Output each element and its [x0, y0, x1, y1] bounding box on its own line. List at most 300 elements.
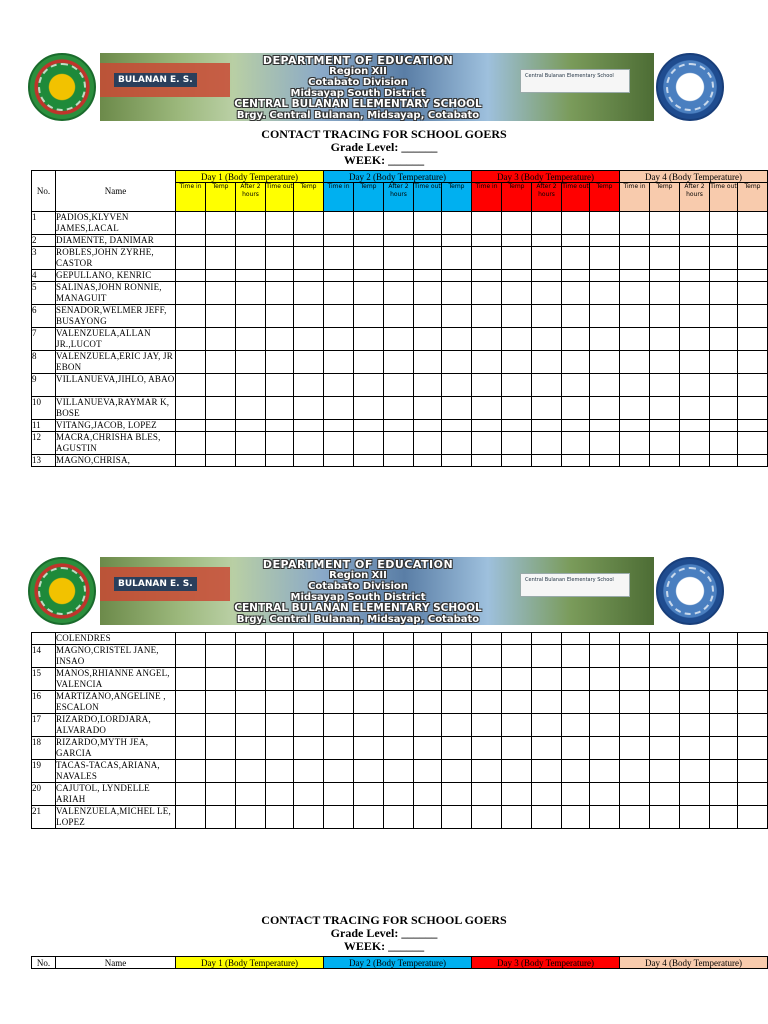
entry-cell[interactable] [414, 806, 442, 829]
entry-cell[interactable] [562, 668, 590, 691]
entry-cell[interactable] [738, 645, 768, 668]
entry-cell[interactable] [620, 783, 650, 806]
entry-cell[interactable] [414, 645, 442, 668]
entry-cell[interactable] [414, 305, 442, 328]
entry-cell[interactable] [206, 351, 236, 374]
entry-cell[interactable] [472, 282, 502, 305]
entry-cell[interactable] [620, 374, 650, 397]
entry-cell[interactable] [266, 247, 294, 270]
entry-cell[interactable] [324, 806, 354, 829]
entry-cell[interactable] [680, 397, 710, 420]
entry-cell[interactable] [738, 247, 768, 270]
entry-cell[interactable] [650, 806, 680, 829]
entry-cell[interactable] [414, 737, 442, 760]
entry-cell[interactable] [294, 691, 324, 714]
entry-cell[interactable] [532, 455, 562, 467]
entry-cell[interactable] [354, 633, 384, 645]
entry-cell[interactable] [294, 420, 324, 432]
entry-cell[interactable] [354, 806, 384, 829]
entry-cell[interactable] [236, 432, 266, 455]
entry-cell[interactable] [650, 305, 680, 328]
entry-cell[interactable] [502, 235, 532, 247]
entry-cell[interactable] [650, 633, 680, 645]
entry-cell[interactable] [236, 328, 266, 351]
entry-cell[interactable] [472, 691, 502, 714]
entry-cell[interactable] [324, 270, 354, 282]
entry-cell[interactable] [354, 455, 384, 467]
entry-cell[interactable] [236, 691, 266, 714]
entry-cell[interactable] [176, 270, 206, 282]
entry-cell[interactable] [650, 235, 680, 247]
entry-cell[interactable] [266, 270, 294, 282]
entry-cell[interactable] [442, 305, 472, 328]
entry-cell[interactable] [710, 691, 738, 714]
entry-cell[interactable] [206, 633, 236, 645]
entry-cell[interactable] [590, 270, 620, 282]
entry-cell[interactable] [442, 645, 472, 668]
entry-cell[interactable] [710, 714, 738, 737]
entry-cell[interactable] [650, 714, 680, 737]
entry-cell[interactable] [354, 305, 384, 328]
entry-cell[interactable] [532, 691, 562, 714]
entry-cell[interactable] [590, 212, 620, 235]
entry-cell[interactable] [590, 645, 620, 668]
entry-cell[interactable] [384, 212, 414, 235]
entry-cell[interactable] [710, 432, 738, 455]
entry-cell[interactable] [354, 691, 384, 714]
entry-cell[interactable] [442, 455, 472, 467]
entry-cell[interactable] [442, 420, 472, 432]
entry-cell[interactable] [294, 737, 324, 760]
entry-cell[interactable] [562, 806, 590, 829]
entry-cell[interactable] [472, 374, 502, 397]
entry-cell[interactable] [590, 397, 620, 420]
entry-cell[interactable] [442, 668, 472, 691]
entry-cell[interactable] [294, 351, 324, 374]
entry-cell[interactable] [414, 247, 442, 270]
entry-cell[interactable] [680, 714, 710, 737]
entry-cell[interactable] [562, 212, 590, 235]
entry-cell[interactable] [176, 455, 206, 467]
entry-cell[interactable] [266, 305, 294, 328]
entry-cell[interactable] [472, 760, 502, 783]
entry-cell[interactable] [294, 668, 324, 691]
entry-cell[interactable] [472, 668, 502, 691]
entry-cell[interactable] [472, 432, 502, 455]
entry-cell[interactable] [384, 455, 414, 467]
entry-cell[interactable] [738, 235, 768, 247]
entry-cell[interactable] [738, 351, 768, 374]
entry-cell[interactable] [236, 714, 266, 737]
entry-cell[interactable] [176, 691, 206, 714]
entry-cell[interactable] [294, 714, 324, 737]
entry-cell[interactable] [738, 714, 768, 737]
entry-cell[interactable] [590, 806, 620, 829]
entry-cell[interactable] [502, 760, 532, 783]
entry-cell[interactable] [384, 691, 414, 714]
entry-cell[interactable] [590, 432, 620, 455]
entry-cell[interactable] [324, 633, 354, 645]
entry-cell[interactable] [620, 645, 650, 668]
entry-cell[interactable] [472, 247, 502, 270]
entry-cell[interactable] [620, 212, 650, 235]
entry-cell[interactable] [324, 374, 354, 397]
entry-cell[interactable] [324, 645, 354, 668]
entry-cell[interactable] [710, 455, 738, 467]
entry-cell[interactable] [176, 432, 206, 455]
entry-cell[interactable] [620, 247, 650, 270]
entry-cell[interactable] [710, 212, 738, 235]
entry-cell[interactable] [650, 645, 680, 668]
entry-cell[interactable] [206, 691, 236, 714]
entry-cell[interactable] [590, 328, 620, 351]
entry-cell[interactable] [680, 247, 710, 270]
entry-cell[interactable] [236, 455, 266, 467]
entry-cell[interactable] [532, 397, 562, 420]
entry-cell[interactable] [590, 691, 620, 714]
entry-cell[interactable] [384, 806, 414, 829]
entry-cell[interactable] [206, 760, 236, 783]
entry-cell[interactable] [620, 737, 650, 760]
entry-cell[interactable] [532, 806, 562, 829]
entry-cell[interactable] [294, 212, 324, 235]
entry-cell[interactable] [354, 270, 384, 282]
entry-cell[interactable] [354, 397, 384, 420]
entry-cell[interactable] [562, 351, 590, 374]
entry-cell[interactable] [620, 351, 650, 374]
entry-cell[interactable] [738, 328, 768, 351]
entry-cell[interactable] [502, 714, 532, 737]
entry-cell[interactable] [414, 783, 442, 806]
entry-cell[interactable] [294, 270, 324, 282]
entry-cell[interactable] [620, 420, 650, 432]
entry-cell[interactable] [354, 432, 384, 455]
entry-cell[interactable] [472, 420, 502, 432]
entry-cell[interactable] [206, 737, 236, 760]
entry-cell[interactable] [710, 760, 738, 783]
entry-cell[interactable] [532, 420, 562, 432]
entry-cell[interactable] [266, 760, 294, 783]
entry-cell[interactable] [620, 432, 650, 455]
entry-cell[interactable] [590, 714, 620, 737]
entry-cell[interactable] [236, 305, 266, 328]
entry-cell[interactable] [590, 760, 620, 783]
entry-cell[interactable] [384, 351, 414, 374]
entry-cell[interactable] [502, 305, 532, 328]
entry-cell[interactable] [294, 806, 324, 829]
entry-cell[interactable] [176, 714, 206, 737]
entry-cell[interactable] [236, 783, 266, 806]
entry-cell[interactable] [502, 432, 532, 455]
entry-cell[interactable] [442, 397, 472, 420]
entry-cell[interactable] [562, 714, 590, 737]
entry-cell[interactable] [650, 420, 680, 432]
entry-cell[interactable] [384, 714, 414, 737]
entry-cell[interactable] [590, 351, 620, 374]
entry-cell[interactable] [414, 432, 442, 455]
entry-cell[interactable] [236, 420, 266, 432]
entry-cell[interactable] [442, 760, 472, 783]
entry-cell[interactable] [384, 760, 414, 783]
entry-cell[interactable] [384, 668, 414, 691]
entry-cell[interactable] [472, 351, 502, 374]
entry-cell[interactable] [680, 351, 710, 374]
entry-cell[interactable] [236, 760, 266, 783]
entry-cell[interactable] [650, 737, 680, 760]
entry-cell[interactable] [620, 714, 650, 737]
entry-cell[interactable] [710, 420, 738, 432]
entry-cell[interactable] [502, 806, 532, 829]
entry-cell[interactable] [354, 420, 384, 432]
entry-cell[interactable] [680, 760, 710, 783]
entry-cell[interactable] [384, 432, 414, 455]
entry-cell[interactable] [294, 374, 324, 397]
entry-cell[interactable] [414, 397, 442, 420]
entry-cell[interactable] [502, 420, 532, 432]
entry-cell[interactable] [442, 737, 472, 760]
entry-cell[interactable] [354, 760, 384, 783]
entry-cell[interactable] [680, 432, 710, 455]
entry-cell[interactable] [502, 328, 532, 351]
entry-cell[interactable] [384, 645, 414, 668]
entry-cell[interactable] [324, 305, 354, 328]
entry-cell[interactable] [176, 668, 206, 691]
entry-cell[interactable] [354, 645, 384, 668]
entry-cell[interactable] [206, 806, 236, 829]
entry-cell[interactable] [620, 760, 650, 783]
entry-cell[interactable] [620, 305, 650, 328]
entry-cell[interactable] [562, 783, 590, 806]
entry-cell[interactable] [266, 397, 294, 420]
entry-cell[interactable] [384, 633, 414, 645]
entry-cell[interactable] [324, 420, 354, 432]
entry-cell[interactable] [562, 455, 590, 467]
entry-cell[interactable] [650, 760, 680, 783]
entry-cell[interactable] [472, 305, 502, 328]
entry-cell[interactable] [414, 328, 442, 351]
entry-cell[interactable] [532, 212, 562, 235]
entry-cell[interactable] [472, 714, 502, 737]
entry-cell[interactable] [680, 668, 710, 691]
entry-cell[interactable] [384, 247, 414, 270]
entry-cell[interactable] [294, 455, 324, 467]
entry-cell[interactable] [472, 212, 502, 235]
entry-cell[interactable] [680, 420, 710, 432]
entry-cell[interactable] [206, 212, 236, 235]
entry-cell[interactable] [472, 270, 502, 282]
entry-cell[interactable] [620, 328, 650, 351]
entry-cell[interactable] [206, 328, 236, 351]
entry-cell[interactable] [414, 455, 442, 467]
entry-cell[interactable] [738, 691, 768, 714]
entry-cell[interactable] [502, 374, 532, 397]
entry-cell[interactable] [738, 420, 768, 432]
entry-cell[interactable] [532, 374, 562, 397]
entry-cell[interactable] [680, 691, 710, 714]
entry-cell[interactable] [176, 212, 206, 235]
entry-cell[interactable] [266, 420, 294, 432]
entry-cell[interactable] [738, 212, 768, 235]
entry-cell[interactable] [620, 282, 650, 305]
entry-cell[interactable] [472, 235, 502, 247]
entry-cell[interactable] [206, 305, 236, 328]
entry-cell[interactable] [710, 668, 738, 691]
entry-cell[interactable] [266, 645, 294, 668]
entry-cell[interactable] [324, 328, 354, 351]
entry-cell[interactable] [590, 420, 620, 432]
entry-cell[interactable] [236, 212, 266, 235]
entry-cell[interactable] [680, 270, 710, 282]
entry-cell[interactable] [324, 351, 354, 374]
entry-cell[interactable] [236, 374, 266, 397]
entry-cell[interactable] [442, 374, 472, 397]
entry-cell[interactable] [590, 737, 620, 760]
entry-cell[interactable] [680, 328, 710, 351]
entry-cell[interactable] [324, 668, 354, 691]
entry-cell[interactable] [590, 783, 620, 806]
entry-cell[interactable] [590, 455, 620, 467]
entry-cell[interactable] [236, 270, 266, 282]
entry-cell[interactable] [562, 235, 590, 247]
entry-cell[interactable] [236, 633, 266, 645]
entry-cell[interactable] [442, 212, 472, 235]
entry-cell[interactable] [442, 806, 472, 829]
entry-cell[interactable] [442, 328, 472, 351]
entry-cell[interactable] [324, 247, 354, 270]
entry-cell[interactable] [354, 282, 384, 305]
entry-cell[interactable] [590, 374, 620, 397]
entry-cell[interactable] [414, 212, 442, 235]
entry-cell[interactable] [680, 633, 710, 645]
entry-cell[interactable] [532, 432, 562, 455]
entry-cell[interactable] [738, 633, 768, 645]
entry-cell[interactable] [266, 432, 294, 455]
entry-cell[interactable] [472, 633, 502, 645]
entry-cell[interactable] [562, 432, 590, 455]
entry-cell[interactable] [650, 282, 680, 305]
entry-cell[interactable] [294, 247, 324, 270]
entry-cell[interactable] [472, 737, 502, 760]
entry-cell[interactable] [384, 783, 414, 806]
entry-cell[interactable] [324, 737, 354, 760]
entry-cell[interactable] [562, 737, 590, 760]
entry-cell[interactable] [738, 806, 768, 829]
entry-cell[interactable] [650, 397, 680, 420]
entry-cell[interactable] [266, 328, 294, 351]
entry-cell[interactable] [236, 397, 266, 420]
entry-cell[interactable] [710, 397, 738, 420]
entry-cell[interactable] [738, 305, 768, 328]
entry-cell[interactable] [472, 806, 502, 829]
entry-cell[interactable] [176, 235, 206, 247]
entry-cell[interactable] [354, 247, 384, 270]
entry-cell[interactable] [620, 235, 650, 247]
entry-cell[interactable] [502, 668, 532, 691]
entry-cell[interactable] [414, 668, 442, 691]
entry-cell[interactable] [324, 783, 354, 806]
entry-cell[interactable] [266, 714, 294, 737]
entry-cell[interactable] [680, 783, 710, 806]
entry-cell[interactable] [562, 374, 590, 397]
entry-cell[interactable] [532, 235, 562, 247]
entry-cell[interactable] [590, 247, 620, 270]
entry-cell[interactable] [324, 760, 354, 783]
entry-cell[interactable] [236, 806, 266, 829]
entry-cell[interactable] [502, 737, 532, 760]
entry-cell[interactable] [680, 806, 710, 829]
entry-cell[interactable] [442, 432, 472, 455]
entry-cell[interactable] [294, 432, 324, 455]
entry-cell[interactable] [620, 691, 650, 714]
entry-cell[interactable] [738, 668, 768, 691]
entry-cell[interactable] [710, 270, 738, 282]
entry-cell[interactable] [650, 328, 680, 351]
entry-cell[interactable] [562, 760, 590, 783]
entry-cell[interactable] [206, 270, 236, 282]
entry-cell[interactable] [206, 374, 236, 397]
entry-cell[interactable] [442, 270, 472, 282]
entry-cell[interactable] [650, 455, 680, 467]
entry-cell[interactable] [266, 351, 294, 374]
entry-cell[interactable] [236, 247, 266, 270]
entry-cell[interactable] [324, 235, 354, 247]
entry-cell[interactable] [710, 235, 738, 247]
entry-cell[interactable] [294, 235, 324, 247]
entry-cell[interactable] [236, 645, 266, 668]
entry-cell[interactable] [562, 328, 590, 351]
entry-cell[interactable] [324, 714, 354, 737]
entry-cell[interactable] [650, 351, 680, 374]
entry-cell[interactable] [590, 305, 620, 328]
entry-cell[interactable] [650, 691, 680, 714]
entry-cell[interactable] [650, 374, 680, 397]
entry-cell[interactable] [442, 235, 472, 247]
entry-cell[interactable] [324, 432, 354, 455]
entry-cell[interactable] [236, 737, 266, 760]
entry-cell[interactable] [532, 305, 562, 328]
entry-cell[interactable] [354, 212, 384, 235]
entry-cell[interactable] [710, 633, 738, 645]
entry-cell[interactable] [442, 351, 472, 374]
entry-cell[interactable] [294, 760, 324, 783]
entry-cell[interactable] [384, 397, 414, 420]
entry-cell[interactable] [738, 760, 768, 783]
entry-cell[interactable] [738, 282, 768, 305]
entry-cell[interactable] [620, 668, 650, 691]
entry-cell[interactable] [710, 737, 738, 760]
entry-cell[interactable] [236, 282, 266, 305]
entry-cell[interactable] [532, 633, 562, 645]
entry-cell[interactable] [442, 247, 472, 270]
entry-cell[interactable] [266, 212, 294, 235]
entry-cell[interactable] [414, 374, 442, 397]
entry-cell[interactable] [502, 351, 532, 374]
entry-cell[interactable] [266, 455, 294, 467]
entry-cell[interactable] [384, 305, 414, 328]
entry-cell[interactable] [294, 328, 324, 351]
entry-cell[interactable] [472, 645, 502, 668]
entry-cell[interactable] [206, 247, 236, 270]
entry-cell[interactable] [414, 282, 442, 305]
entry-cell[interactable] [324, 455, 354, 467]
entry-cell[interactable] [680, 455, 710, 467]
entry-cell[interactable] [710, 645, 738, 668]
entry-cell[interactable] [620, 270, 650, 282]
entry-cell[interactable] [502, 282, 532, 305]
entry-cell[interactable] [620, 455, 650, 467]
entry-cell[interactable] [442, 691, 472, 714]
entry-cell[interactable] [738, 270, 768, 282]
